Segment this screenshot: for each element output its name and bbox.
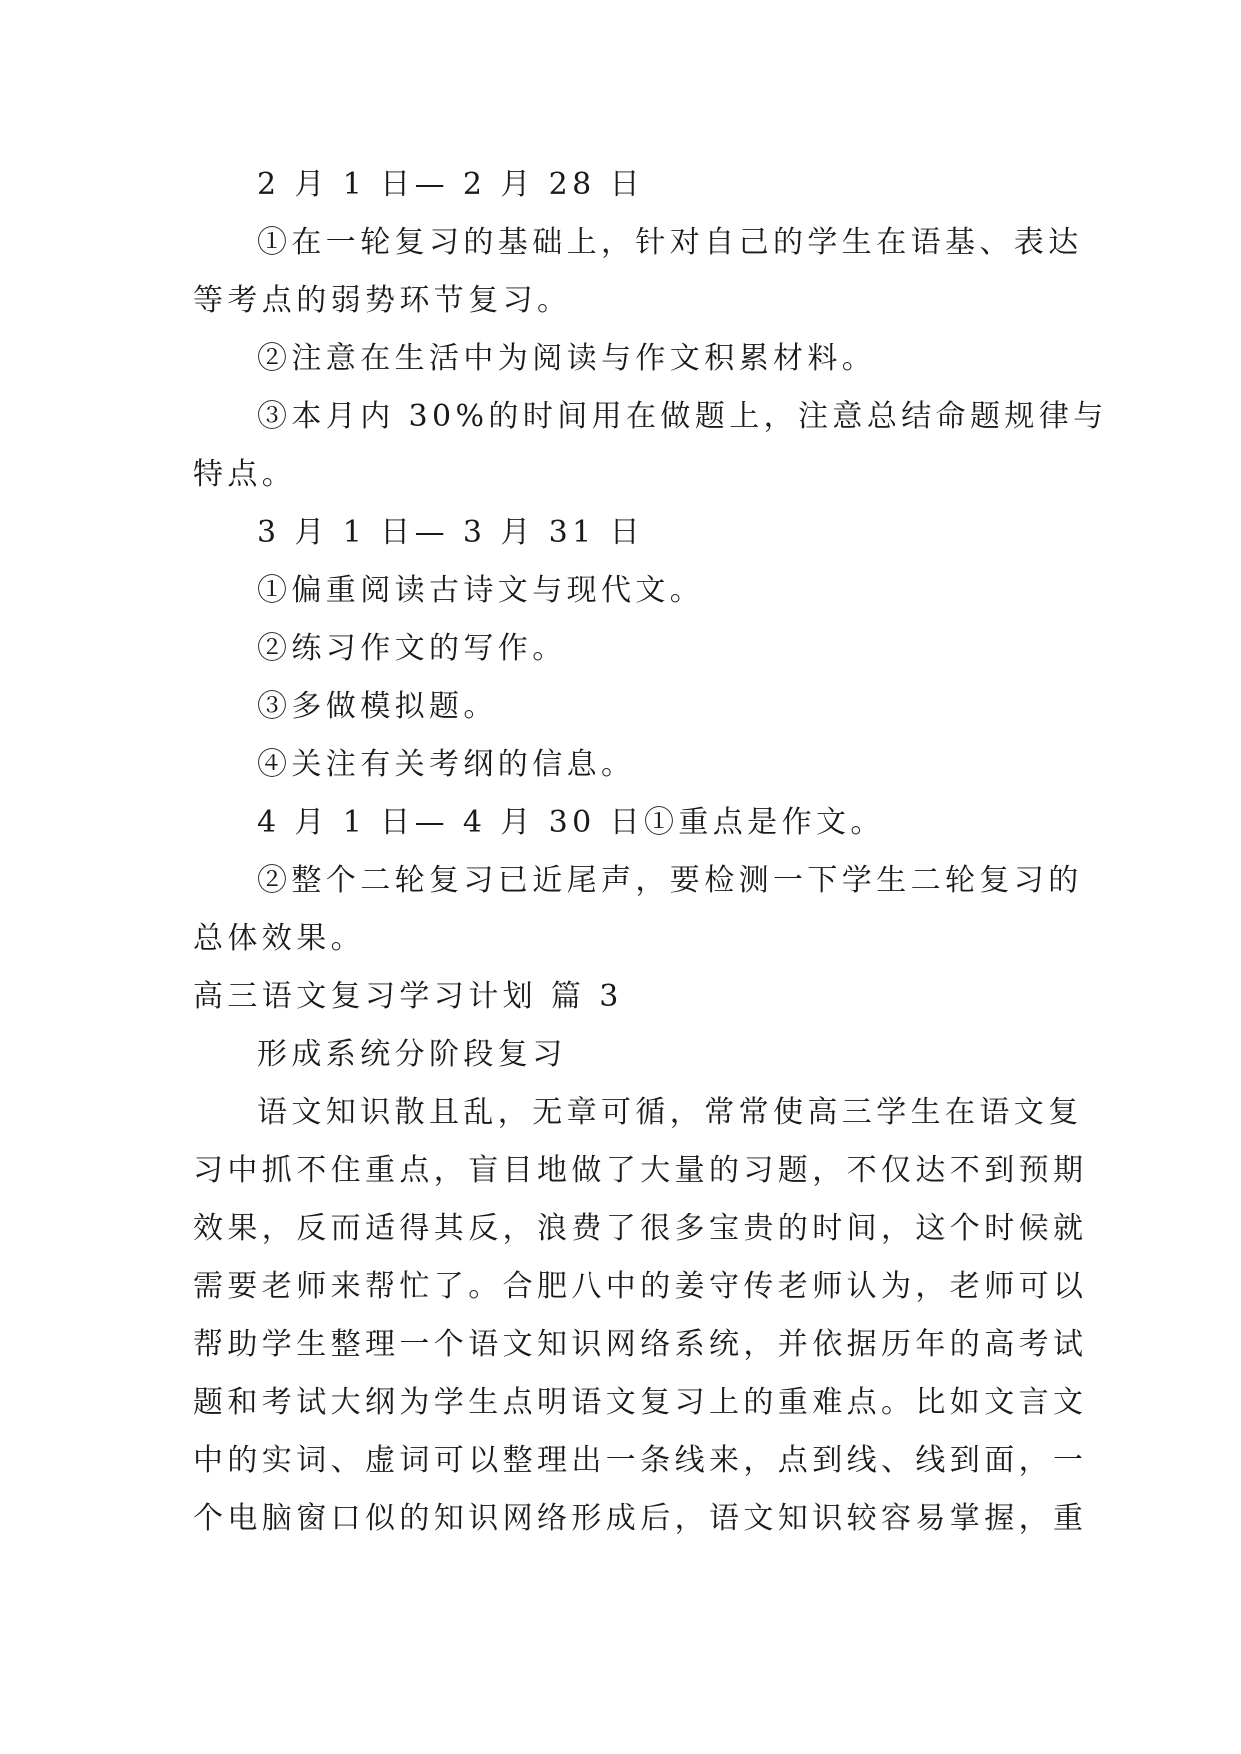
text-line: ④关注有关考纲的信息。: [257, 747, 636, 782]
text-line: 需要老师来帮忙了。合肥八中的姜守传老师认为，老师可以: [193, 1269, 1088, 1304]
text-line: ②练习作文的写作。: [257, 631, 567, 666]
text-line: 个电脑窗口似的知识网络形成后，语文知识较容易掌握，重: [193, 1501, 1088, 1536]
document-body: [193, 156, 1108, 1548]
text-line: ①偏重阅读古诗文与现代文。: [257, 573, 705, 608]
text-line: 习中抓不住重点，盲目地做了大量的习题，不仅达不到预期: [193, 1153, 1088, 1188]
text-line: 帮助学生整理一个语文知识网络系统，并依据历年的高考试: [193, 1327, 1088, 1362]
date-range-april: 4 月 1 日— 4 月 30 日①重点是作文。: [257, 805, 885, 840]
text-line: 效果，反而适得其反，浪费了很多宝贵的时间，这个时候就: [193, 1211, 1088, 1246]
text-line: 等考点的弱势环节复习。: [193, 283, 572, 318]
subsection-heading: 形成系统分阶段复习: [257, 1037, 567, 1072]
text-line: ③多做模拟题。: [257, 689, 498, 724]
text-line: 特点。: [193, 457, 297, 492]
section-heading: 高三语文复习学习计划 篇 3: [193, 979, 623, 1014]
text-line: 题和考试大纲为学生点明语文复习上的重难点。比如文言文: [193, 1385, 1088, 1420]
text-line: ③本月内 30%的时间用在做题上，注意总结命题规律与: [257, 399, 1108, 434]
text-line: 语文知识散且乱，无章可循，常常使高三学生在语文复: [257, 1095, 1083, 1130]
text-line: ②整个二轮复习已近尾声，要检测一下学生二轮复习的: [257, 863, 1083, 898]
text-line: 中的实词、虚词可以整理出一条线来，点到线、线到面，一: [193, 1443, 1088, 1478]
text-line: 总体效果。: [193, 921, 365, 956]
text-line: ①在一轮复习的基础上，针对自己的学生在语基、表达: [257, 225, 1083, 260]
date-range-march: 3 月 1 日— 3 月 31 日: [257, 515, 644, 550]
text-line: ②注意在生活中为阅读与作文积累材料。: [257, 341, 877, 376]
date-range-february: 2 月 1 日— 2 月 28 日: [257, 167, 644, 202]
